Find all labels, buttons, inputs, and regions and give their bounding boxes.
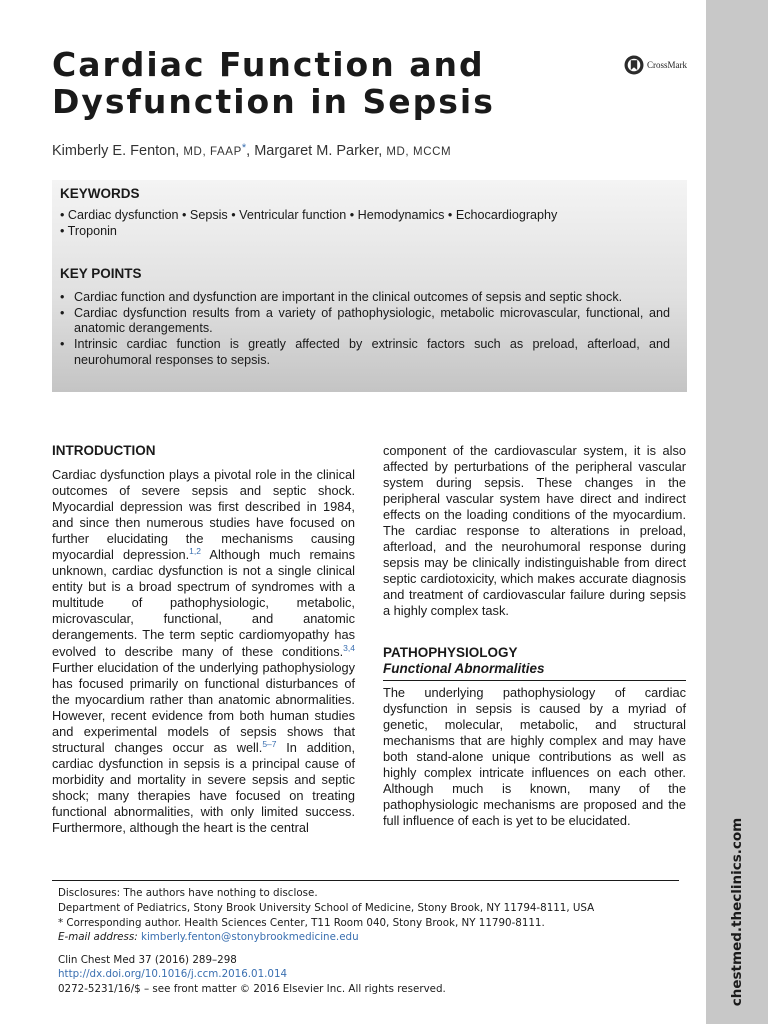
introduction-body xyxy=(52,467,355,836)
doi-link[interactable]: http://dx.doi.org/10.1016/j.ccm.2016.01.014 xyxy=(58,968,288,980)
pathophysiology-paragraph: The underlying pathophysiology of cardiac dysfunction in sepsis is caused by a myriad of genetic, molecular, metabolic, and structural mechanisms that are highly complex and may have both stand-alone unique contributions as well as highly complex intricate influences on each other. Although much is known, many of the pathophysiologic mechanisms are proposed and the full influence of each is yet to be elucidated. xyxy=(383,685,686,829)
title-line-1: Cardiac Function and xyxy=(52,45,485,84)
key-point-item: • Intrinsic cardiac function is greatly affected by extrinsic factors such as preload, afterload, and neurohumoral responses to sepsis. xyxy=(60,337,670,368)
pathophysiology-body xyxy=(383,685,686,829)
column-2-paragraph xyxy=(383,443,686,620)
citation-link[interactable]: 5–7 xyxy=(262,738,277,749)
introduction-paragraph xyxy=(52,467,355,836)
author-2-degrees: MD, MCCM xyxy=(386,146,452,158)
keywords-heading: KEYWORDS xyxy=(60,186,140,201)
cardiovascular-paragraph: component of the cardiovascular system, it is also affected by perturbations of the peripheral vascular system during sepsis. These changes in the peripheral vascular system have direct and indirect effects on the loading conditions of the myocardium. The cardiac response to alterations in preload, afterload, and the neurohumoral response during sepsis may be clinically indistinguishable from direct septic cardiotoxicity, which makes accurate diagnosis and treatment of cardiovascular failure during sepsis a highly complex task. xyxy=(383,443,686,619)
corresponding-author-mark[interactable]: * xyxy=(241,142,247,154)
disclosures-note: Disclosures: The authors have nothing to disclose. xyxy=(58,887,318,899)
author-separator: , xyxy=(246,143,255,159)
pathophysiology-heading: PATHOPHYSIOLOGY xyxy=(383,645,518,660)
intro-text-2: Although much remains unknown, cardiac dysfunction is not a single clinical entity but is a broad spectrum of syndromes with a multitude of pathophysiologic, metabolic, microvascular, functional, and anatomic derangements. The term septic cardiomyopathy has evolved to describe many of these conditions. xyxy=(52,547,355,659)
crossmark-badge[interactable] xyxy=(624,55,687,75)
functional-abnormalities-subheading: Functional Abnormalities xyxy=(383,661,545,676)
email-label: E-mail address: xyxy=(58,931,141,943)
crossmark-icon xyxy=(624,55,644,75)
intro-text-3: Further elucidation of the underlying pathophysiology has focused primarily on functional disturbances of the myocardium rather than anatomic abnormalities. However, recent evidence from both human studies and experimental models of sepsis shows that structural changes occur as well. xyxy=(52,659,355,755)
introduction-heading: INTRODUCTION xyxy=(52,443,156,458)
keywords-line-2: • Troponin xyxy=(60,223,117,238)
citation-link[interactable]: 1,2 xyxy=(189,546,201,557)
crossmark-label: CrossMark xyxy=(647,60,687,70)
key-point-item: • Cardiac function and dysfunction are important in the clinical outcomes of sepsis and septic shock. xyxy=(60,290,670,306)
intro-text-4: In addition, cardiac dysfunction in sepsis is a principal cause of morbidity and mortality in severe sepsis and septic shock; many therapies have focused on treating functional abnormalities, with only limited success. Furthermore, although the heart is the central xyxy=(52,739,355,836)
keywords-list xyxy=(60,208,680,239)
email-line xyxy=(58,931,359,943)
author-line xyxy=(52,142,672,159)
keywords-line-1: • Cardiac dysfunction • Sepsis • Ventricular function • Hemodynamics • Echocardiography xyxy=(60,208,558,222)
intro-text-1: Cardiac dysfunction plays a pivotal role in the clinical outcomes of severe sepsis and septic shock. Myocardial depression was first described in 1984, and since then numerous studies have focused on further elucidating the mechanisms causing myocardial depression. xyxy=(52,467,355,563)
section-rule xyxy=(383,680,686,681)
key-points-heading: KEY POINTS xyxy=(60,266,142,281)
author-2-name: Margaret M. Parker, xyxy=(254,143,387,159)
department-note: Department of Pediatrics, Stony Brook University School of Medicine, Stony Brook, NY 11794-8111, USA xyxy=(58,902,595,914)
journal-url[interactable]: chestmed.theclinics.com xyxy=(729,817,745,1007)
key-point-item: • Cardiac dysfunction results from a variety of pathophysiologic, metabolic microvascular, functional, and anatomic derangements. xyxy=(60,306,670,337)
email-link[interactable]: kimberly.fenton@stonybrookmedicine.edu xyxy=(140,931,359,943)
author-1-degrees: MD, FAAP xyxy=(183,146,242,158)
corresponding-author-note: * Corresponding author. Health Sciences Center, T11 Room 040, Stony Brook, NY 11790-8111. xyxy=(58,917,545,929)
author-1-name: Kimberly E. Fenton, xyxy=(52,143,184,159)
journal-citation: Clin Chest Med 37 (2016) 289–298 xyxy=(58,954,237,966)
key-points-list xyxy=(60,290,670,369)
footer-rule xyxy=(52,880,679,881)
article-title xyxy=(52,46,612,120)
title-line-2: Dysfunction in Sepsis xyxy=(52,82,495,121)
citation-link[interactable]: 3,4 xyxy=(343,642,355,653)
copyright-notice: 0272-5231/16/$ – see front matter © 2016 Elsevier Inc. All rights reserved. xyxy=(58,983,446,995)
